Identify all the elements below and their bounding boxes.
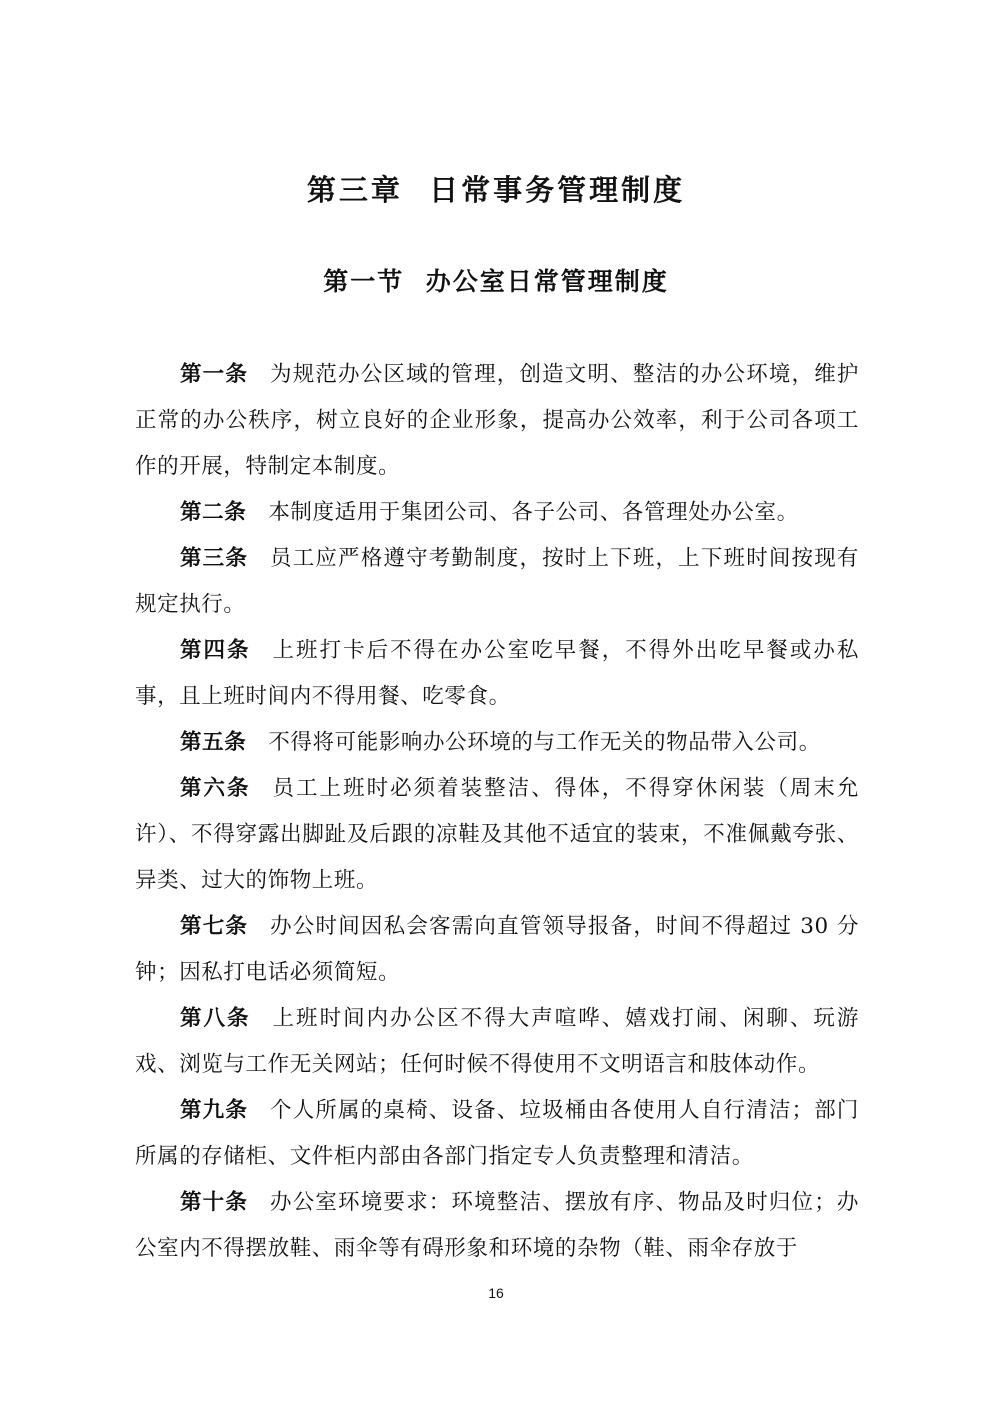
article-text: 办公时间因私会客需向直管领导报备，时间不得超过 30 分钟；因私打电话必须简短。	[135, 914, 859, 985]
article-text: 上班时间内办公区不得大声喧哗、嬉戏打闹、闲聊、玩游戏、浏览与工作无关网站；任何时候不得使用不文明语言和肢体动作。	[135, 1006, 859, 1077]
article-number: 第一条	[180, 362, 249, 387]
article-number: 第五条	[180, 730, 247, 755]
section-title: 第一节 办公室日常管理制度	[323, 267, 669, 296]
article-text: 员工应严格遵守考勤制度，按时上下班，上下班时间按现有规定执行。	[135, 546, 859, 617]
article-number: 第七条	[180, 914, 249, 939]
chapter-title: 第三章 日常事务管理制度	[306, 173, 686, 207]
article-text: 个人所属的桌椅、设备、垃圾桶由各使用人自行清洁；部门所属的存储柜、文件柜内部由各部门指定专人负责整理和清洁。	[135, 1098, 859, 1169]
article-text: 为规范办公区域的管理，创造文明、整洁的办公环境，维护正常的办公秩序，树立良好的企业形象，提高办公效率，利于公司各项工作的开展，特制定本制度。	[135, 362, 859, 479]
article-9	[135, 1088, 859, 1180]
article-number: 第二条	[180, 500, 247, 525]
article-10	[135, 1180, 859, 1272]
article-8	[135, 996, 859, 1088]
article-text: 本制度适用于集团公司、各子公司、各管理处办公室。	[268, 500, 799, 525]
article-2	[135, 490, 859, 536]
article-number: 第三条	[180, 546, 249, 571]
article-number: 第六条	[180, 776, 251, 801]
article-text: 员工上班时必须着装整洁、得体，不得穿休闲装（周末允许）、不得穿露出脚趾及后跟的凉鞋及其他不适宜的装束，不准佩戴夸张、异类、过大的饰物上班。	[135, 776, 859, 893]
article-3	[135, 536, 859, 628]
article-1	[135, 352, 859, 490]
article-text: 不得将可能影响办公环境的与工作无关的物品带入公司。	[268, 730, 821, 755]
article-number: 第四条	[180, 638, 251, 663]
page-number: 16	[488, 1285, 504, 1301]
article-7	[135, 904, 859, 996]
article-number: 第十条	[180, 1190, 249, 1215]
article-6	[135, 766, 859, 904]
article-number: 第八条	[180, 1006, 251, 1031]
article-number: 第九条	[180, 1098, 249, 1123]
article-text: 办公室环境要求：环境整洁、摆放有序、物品及时归位；办公室内不得摆放鞋、雨伞等有碍形象和环境的杂物（鞋、雨伞存放于	[135, 1190, 859, 1261]
article-text: 上班打卡后不得在办公室吃早餐，不得外出吃早餐或办私事，且上班时间内不得用餐、吃零食。	[135, 638, 859, 709]
article-5	[135, 720, 859, 766]
article-4	[135, 628, 859, 720]
